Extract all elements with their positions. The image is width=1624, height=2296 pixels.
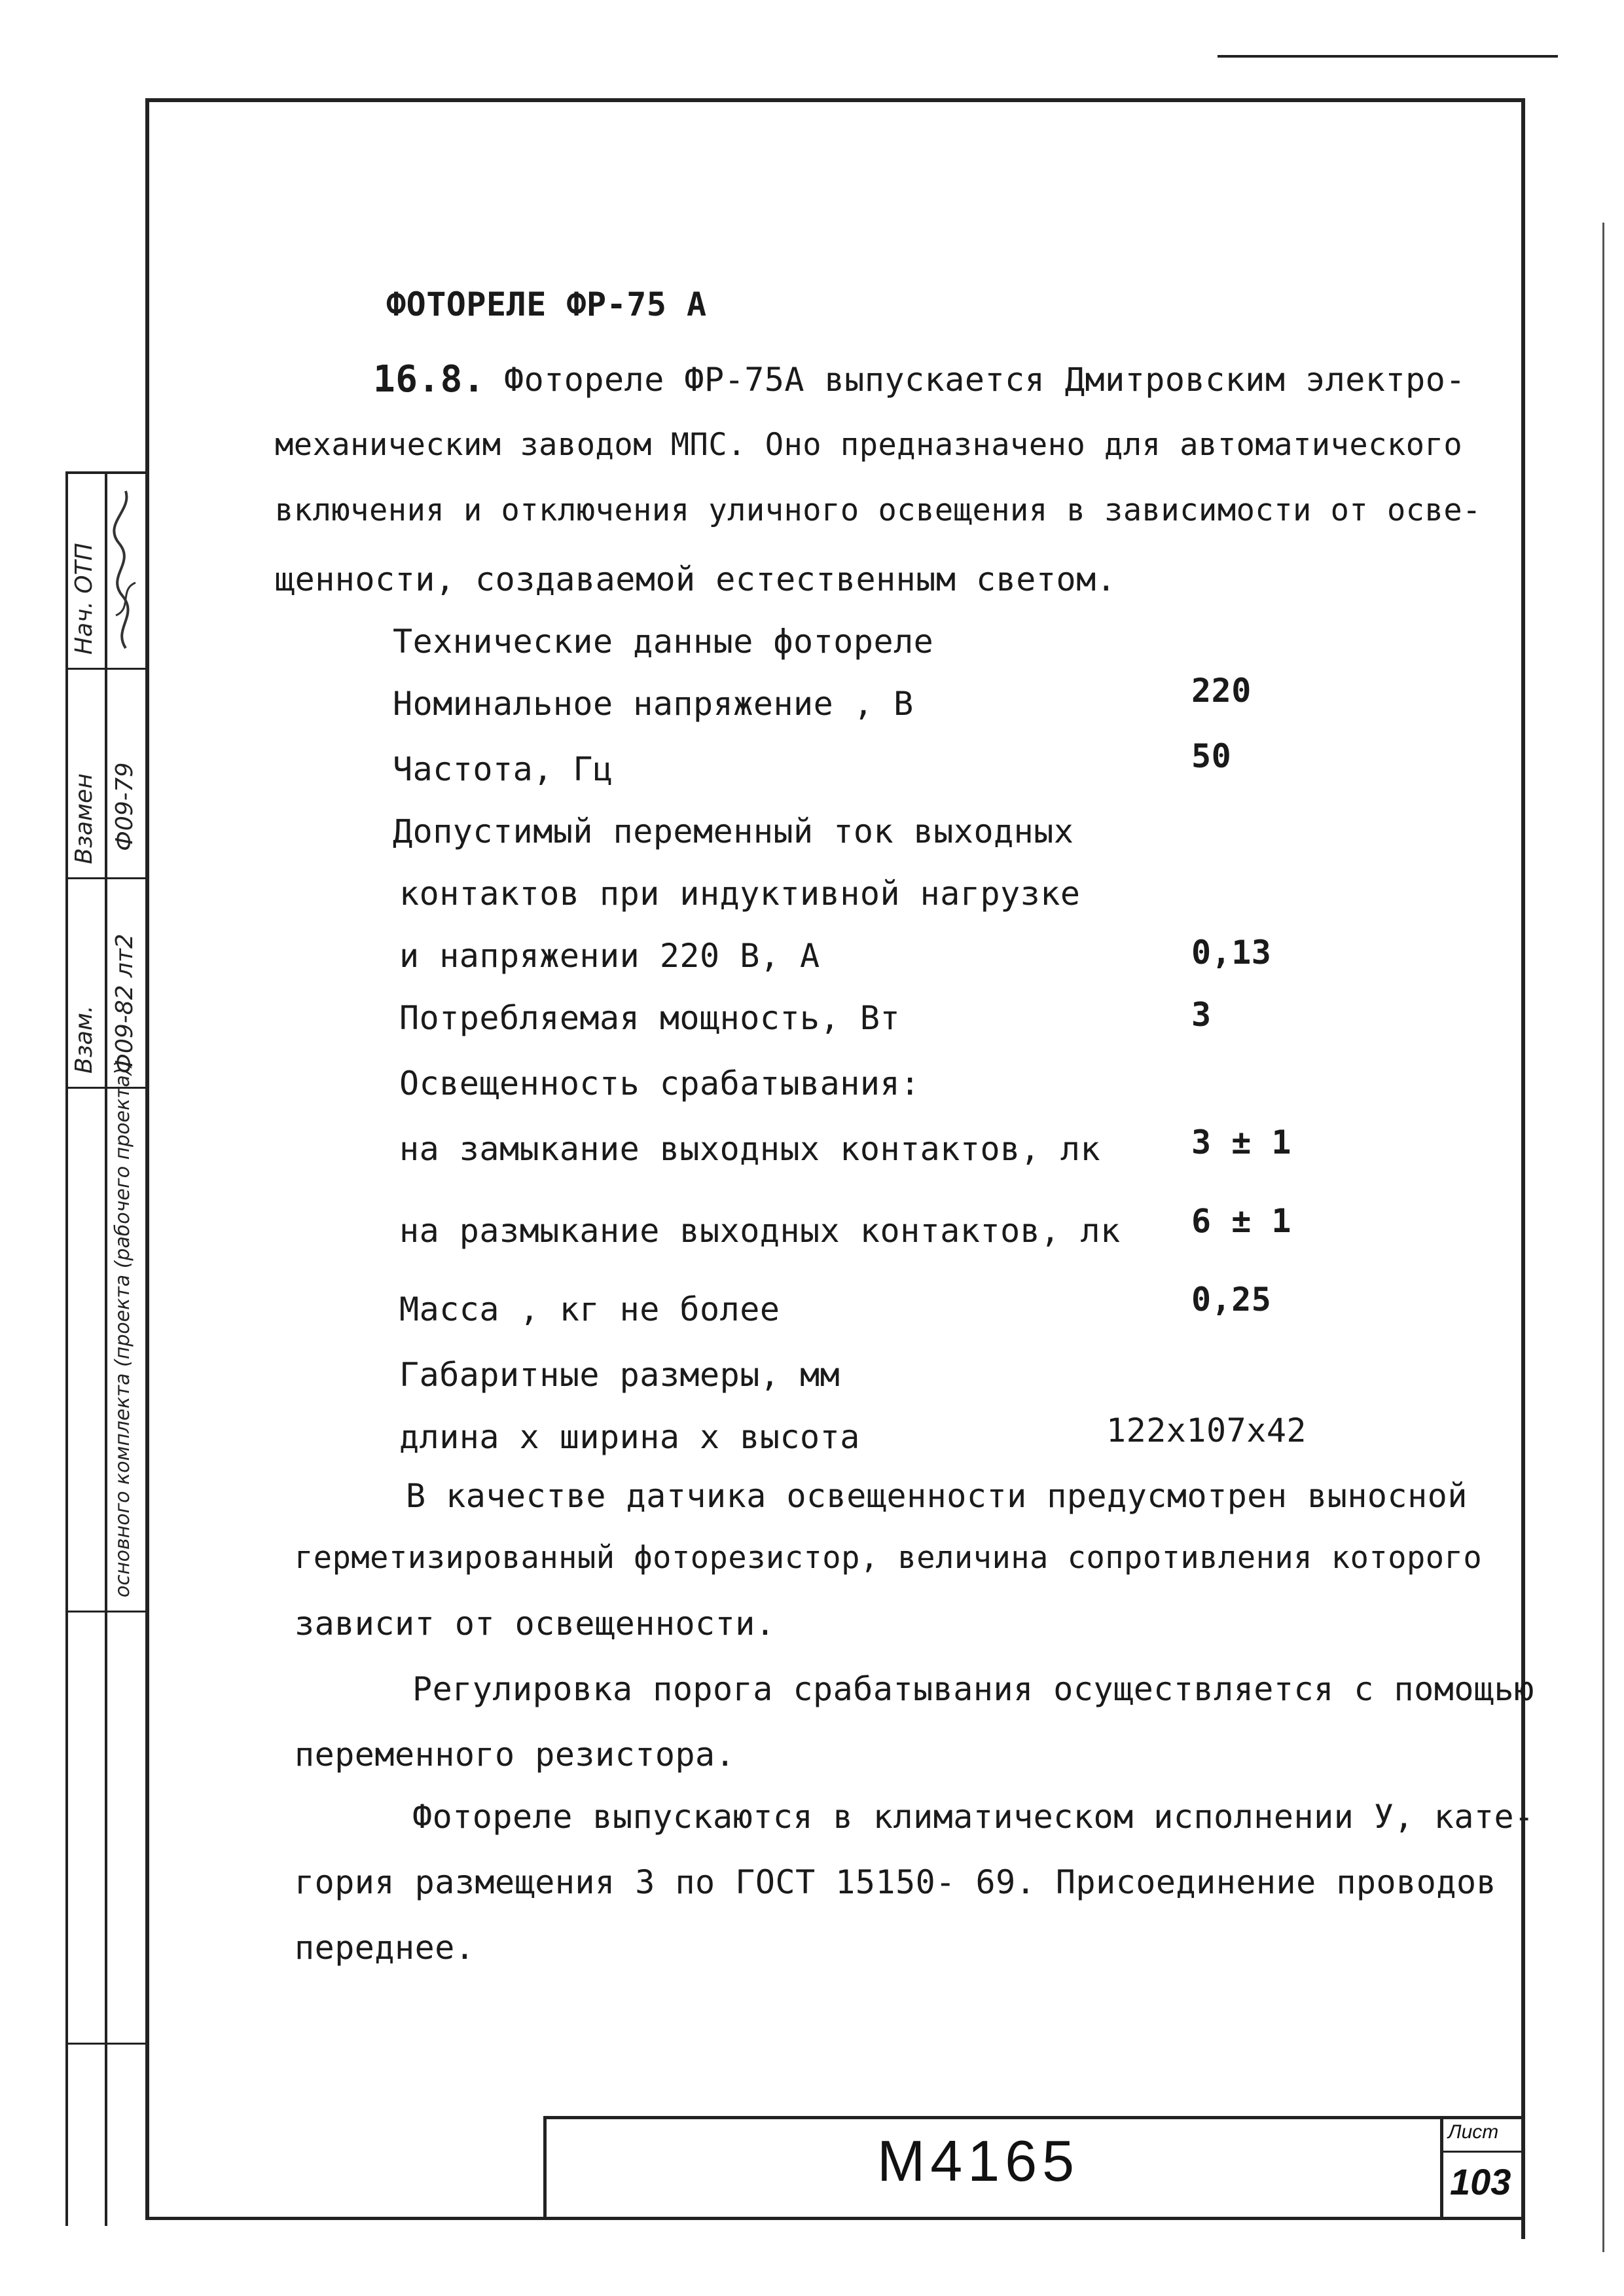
spec-value: 3 ± 1 bbox=[1191, 1123, 1292, 1161]
margin-label-head-dept: Нач. ОТП bbox=[71, 543, 98, 655]
page-title: ФОТОРЕЛЕ ФР-75 А bbox=[386, 285, 707, 323]
spec-label: Потребляемая мощность, Вт bbox=[399, 999, 901, 1037]
spec-label: Частота, Гц bbox=[393, 750, 613, 788]
paragraph-line: Регулировка порога срабатывания осуществляется с помощью bbox=[412, 1670, 1534, 1708]
section-number: 16.8. bbox=[373, 358, 486, 401]
paragraph-line: переменного резистора. bbox=[295, 1736, 736, 1774]
margin-code-1: Ф09-79 bbox=[111, 762, 138, 851]
sheet-number: 103 bbox=[1450, 2161, 1511, 2202]
stamp-sheet-divider bbox=[1443, 2151, 1522, 2153]
spec-label: длина х ширина х высота bbox=[399, 1418, 860, 1456]
spec-value: 122х107х42 bbox=[1106, 1412, 1307, 1449]
document-code: М4165 bbox=[877, 2128, 1080, 2193]
specs-heading: Технические данные фотореле bbox=[393, 623, 934, 661]
spec-label: Освещенность срабатывания: bbox=[399, 1065, 920, 1102]
paragraph-line: гория размещения 3 по ГОСТ 15150- 69. Присоединение проводов bbox=[295, 1863, 1497, 1901]
right-edge-mark bbox=[1602, 223, 1604, 2252]
margin-divider-3 bbox=[65, 1087, 148, 1089]
spec-value: 0,13 bbox=[1191, 934, 1272, 972]
margin-strip-top bbox=[65, 471, 148, 474]
top-edge-line bbox=[1218, 55, 1558, 58]
margin-strip-mid bbox=[105, 471, 107, 2226]
spec-label: Масса , кг не более bbox=[399, 1290, 780, 1328]
spec-value: 50 bbox=[1191, 737, 1232, 775]
stamp-top bbox=[543, 2116, 1525, 2119]
spec-value: 6 ± 1 bbox=[1191, 1202, 1292, 1240]
spec-value: 220 bbox=[1191, 672, 1252, 710]
paragraph-line: В качестве датчика освещенности предусмотрен выносной bbox=[406, 1477, 1468, 1515]
margin-divider-5 bbox=[65, 2043, 148, 2045]
frame-top bbox=[145, 98, 1525, 102]
spec-label: контактов при индуктивной нагрузке bbox=[399, 875, 1081, 913]
intro-line-4: щенности, создаваемой естественным светом. bbox=[275, 560, 1117, 598]
intro-line-3: включения и отключения уличного освещения в зависимости от осве- bbox=[275, 492, 1481, 528]
margin-divider-2 bbox=[65, 877, 148, 879]
spec-value: 3 bbox=[1191, 996, 1212, 1034]
frame-bottom bbox=[145, 2217, 1525, 2220]
spec-label: Допустимый переменный ток выходных bbox=[393, 812, 1074, 850]
intro-line-2: механическим заводом МПС. Оно предназначено для автоматического bbox=[275, 427, 1463, 463]
spec-label: Номинальное напряжение , В bbox=[393, 685, 914, 723]
sheet-label: Лист bbox=[1448, 2121, 1499, 2143]
margin-strip-left bbox=[65, 471, 68, 2226]
margin-label-replaced: Взамен bbox=[71, 773, 98, 864]
margin-note: основного комплекта (проекта (рабочего проекта)) bbox=[111, 1059, 134, 1597]
intro-line-1: Фотореле ФР-75А выпускается Дмитровским электро- bbox=[504, 361, 1466, 399]
spec-label: на размыкание выходных контактов, лк bbox=[399, 1212, 1121, 1250]
stamp-left bbox=[543, 2116, 547, 2219]
stamp-divider bbox=[1440, 2116, 1443, 2219]
paragraph-line: герметизированный фоторезистор, величина сопротивления которого bbox=[295, 1540, 1483, 1576]
paragraph-line: переднее. bbox=[295, 1929, 475, 1967]
margin-code-2: Ф09-82 лт2 bbox=[111, 934, 138, 1074]
frame-left bbox=[145, 98, 149, 2219]
paragraph-line: Фотореле выпускаются в климатическом исполнении У, кате- bbox=[412, 1798, 1534, 1836]
margin-divider-4 bbox=[65, 1611, 148, 1613]
signature-image bbox=[106, 484, 145, 655]
frame-right bbox=[1521, 98, 1525, 2239]
spec-label: и напряжении 220 В, А bbox=[399, 937, 820, 975]
margin-divider-1 bbox=[65, 668, 148, 670]
paragraph-line: зависит от освещенности. bbox=[295, 1605, 776, 1643]
spec-label: Габаритные размеры, мм bbox=[399, 1356, 840, 1394]
spec-value: 0,25 bbox=[1191, 1281, 1272, 1319]
spec-label: на замыкание выходных контактов, лк bbox=[399, 1130, 1101, 1168]
margin-label-repl: Взам. bbox=[71, 1005, 98, 1074]
